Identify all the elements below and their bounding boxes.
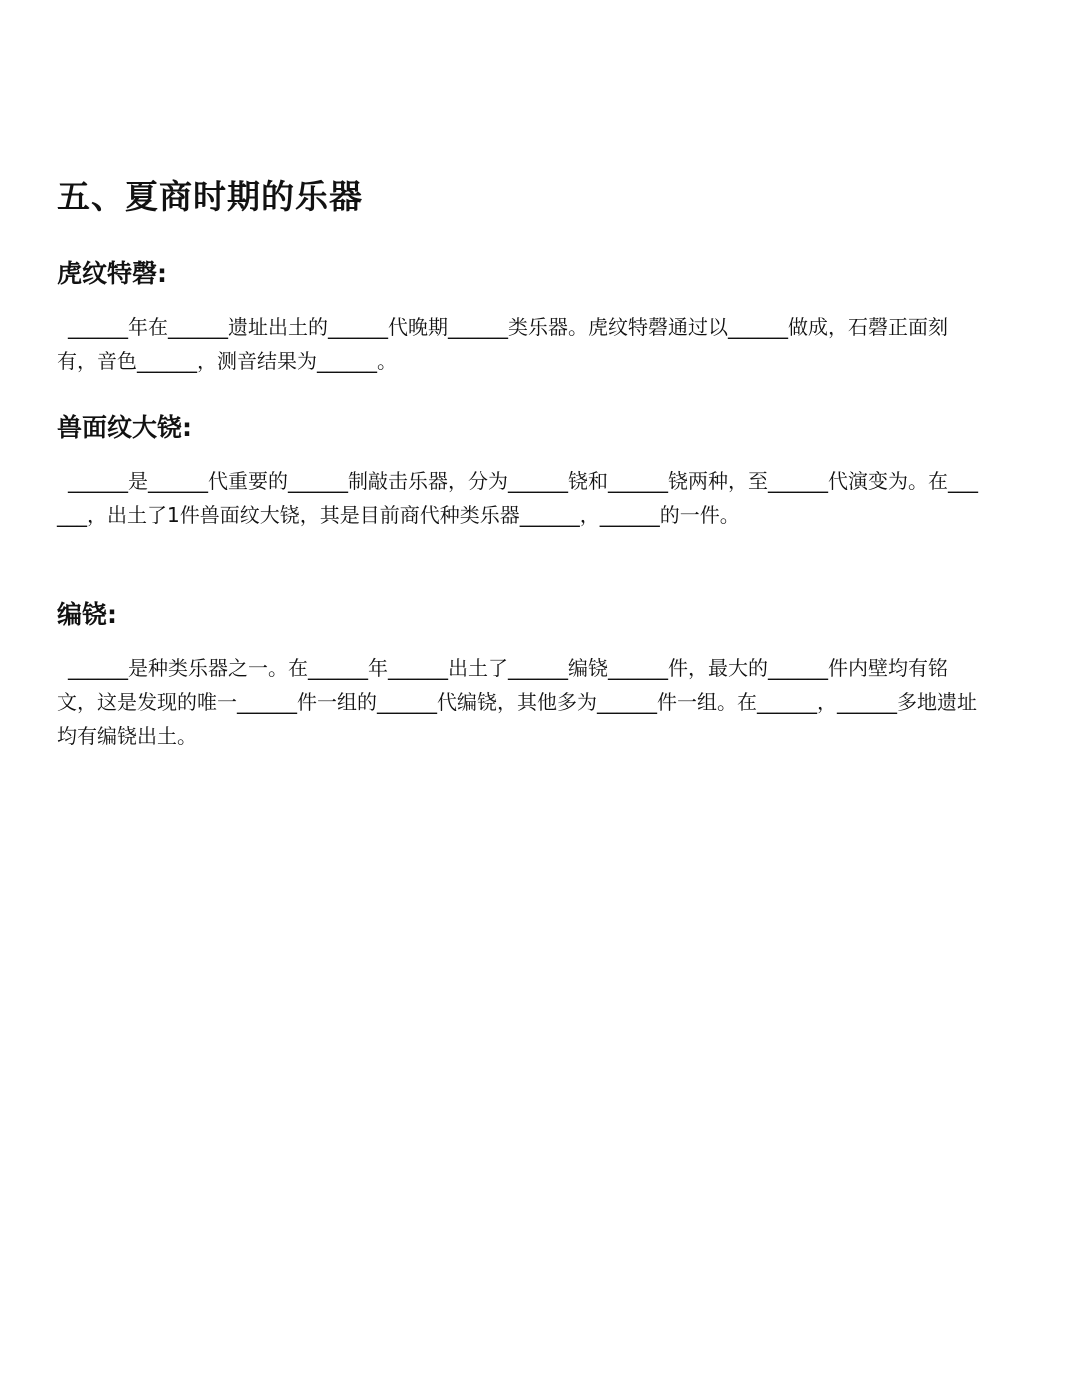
section-heading: 兽面纹大铙: — [57, 413, 192, 442]
fill-in-paragraph: ______是种类乐器之一。在______年______出土了______编铙______件，最大的______件内壁均有铭文，这是发现的唯一______件一组的______代编铙，其他多为______件一组。在______，______多地遗址均有编铙出土。 — [57, 656, 977, 748]
fill-in-paragraph: ______是______代重要的______制敲击乐器，分为______铙和______铙两种，至______代演变为。在______，出土了1件兽面纹大铙，其是目前商代种类乐器______，______的一件。 — [57, 469, 978, 527]
section-beast-face-nao — [57, 408, 987, 532]
page-title: 五、夏商时期的乐器 — [57, 177, 363, 216]
section-tiger-chime — [57, 254, 987, 378]
section-heading: 虎纹特磬: — [57, 259, 167, 288]
fill-in-paragraph: ______年在______遗址出土的______代晚期______类乐器。虎纹特磬通过以______做成，石磬正面刻有，音色______，测音结果为______。 — [57, 315, 948, 373]
section-heading: 编铙: — [57, 600, 117, 629]
section-bian-nao — [57, 595, 987, 753]
